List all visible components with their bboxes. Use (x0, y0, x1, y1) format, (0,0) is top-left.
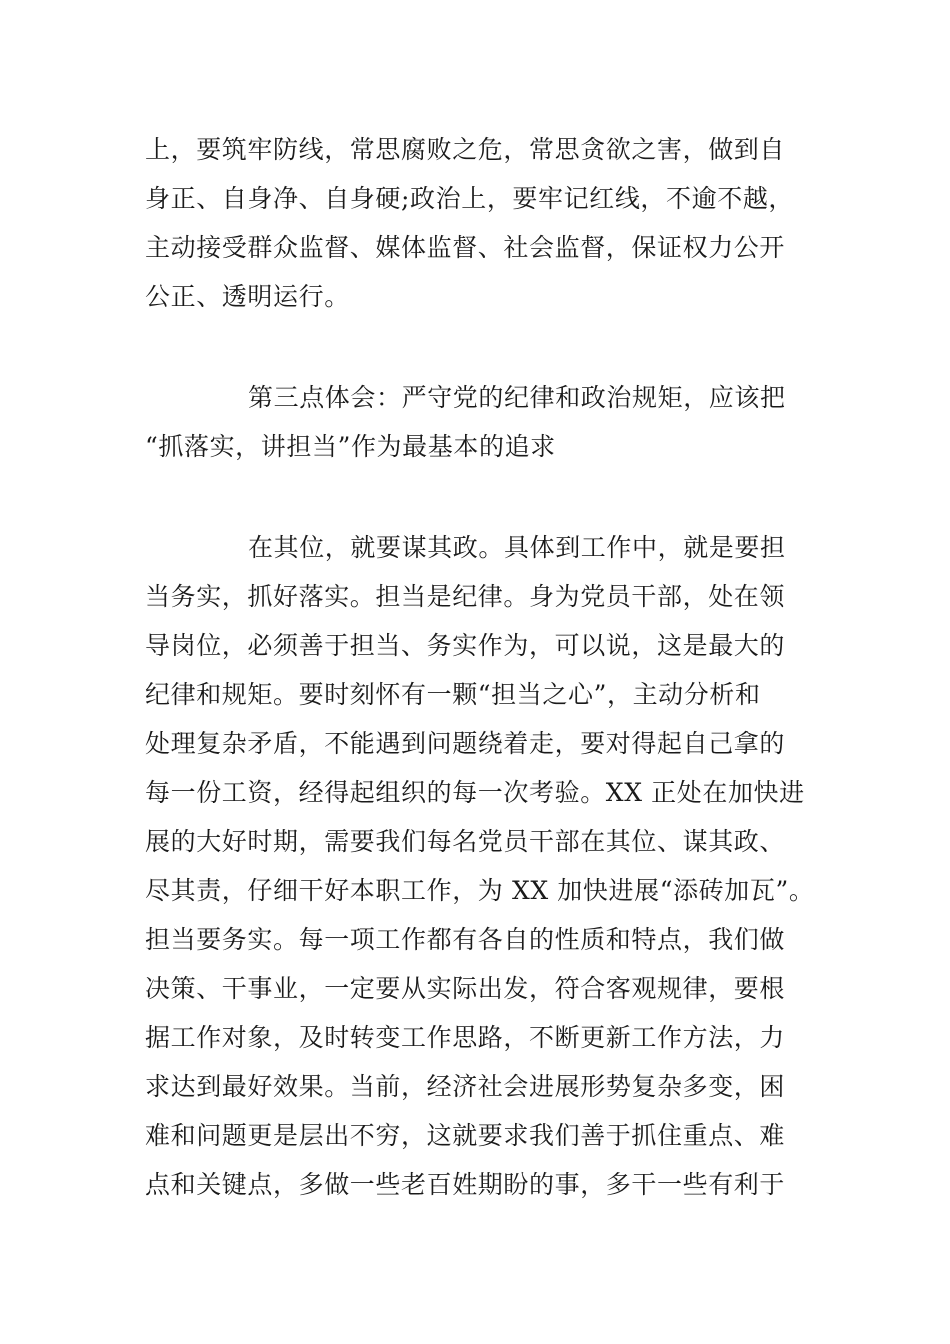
paragraph-2-line: 导岗位，必须善于担当、务实作为，可以说，这是最大的 (145, 631, 786, 660)
paragraph-2-line: 纪律和规矩。要时刻怀有一颗“担当之心”，主动分析和 (145, 680, 761, 709)
paragraph-1-line: 上，要筑牢防线，常思腐败之危，常思贪欲之害，做到自 (145, 135, 786, 164)
paragraph-2-line: 每一份工资，经得起组织的每一次考验。XX 正处在加快进 (145, 778, 805, 807)
paragraph-2-line: 据工作对象，及时转变工作思路，不断更新工作方法，力 (145, 1023, 786, 1052)
heading-line: 第三点体会：严守党的纪律和政治规矩，应该把 (248, 383, 786, 412)
paragraph-2 (145, 533, 825, 1233)
paragraph-2-line: 决策、干事业，一定要从实际出发，符合客观规律，要根 (145, 974, 786, 1003)
paragraph-2-line: 尽其责，仔细干好本职工作，为 XX 加快进展“添砖加瓦”。 (145, 876, 815, 905)
section-heading-3 (145, 383, 825, 473)
paragraph-2-line: 当务实，抓好落实。担当是纪律。身为党员干部，处在领 (145, 582, 786, 611)
paragraph-2-line: 求达到最好效果。当前，经济社会进展形势复杂多变，困 (145, 1072, 786, 1101)
heading-line: “抓落实，讲担当”作为最基本的追求 (145, 432, 556, 461)
paragraph-2-line: 点和关键点，多做一些老百姓期盼的事，多干一些有利于 (145, 1170, 786, 1199)
paragraph-2-line: 担当要务实。每一项工作都有各自的性质和特点，我们做 (145, 925, 786, 954)
paragraph-2-line: 难和问题更是层出不穷，这就要求我们善于抓住重点、难 (145, 1121, 786, 1150)
paragraph-1-line: 公正、透明运行。 (145, 282, 350, 311)
paragraph-2-line: 处理复杂矛盾，不能遇到问题绕着走，要对得起自己拿的 (145, 729, 786, 758)
paragraph-2-line: 在其位，就要谋其政。具体到工作中，就是要担 (248, 533, 786, 562)
paragraph-1 (145, 135, 825, 335)
paragraph-2-line: 展的大好时期，需要我们每名党员干部在其位、谋其政、 (145, 827, 786, 856)
paragraph-1-line: 主动接受群众监督、媒体监督、社会监督，保证权力公开 (145, 233, 786, 262)
paragraph-1-line: 身正、自身净、自身硬;政治上，要牢记红线，不逾不越， (145, 184, 795, 213)
